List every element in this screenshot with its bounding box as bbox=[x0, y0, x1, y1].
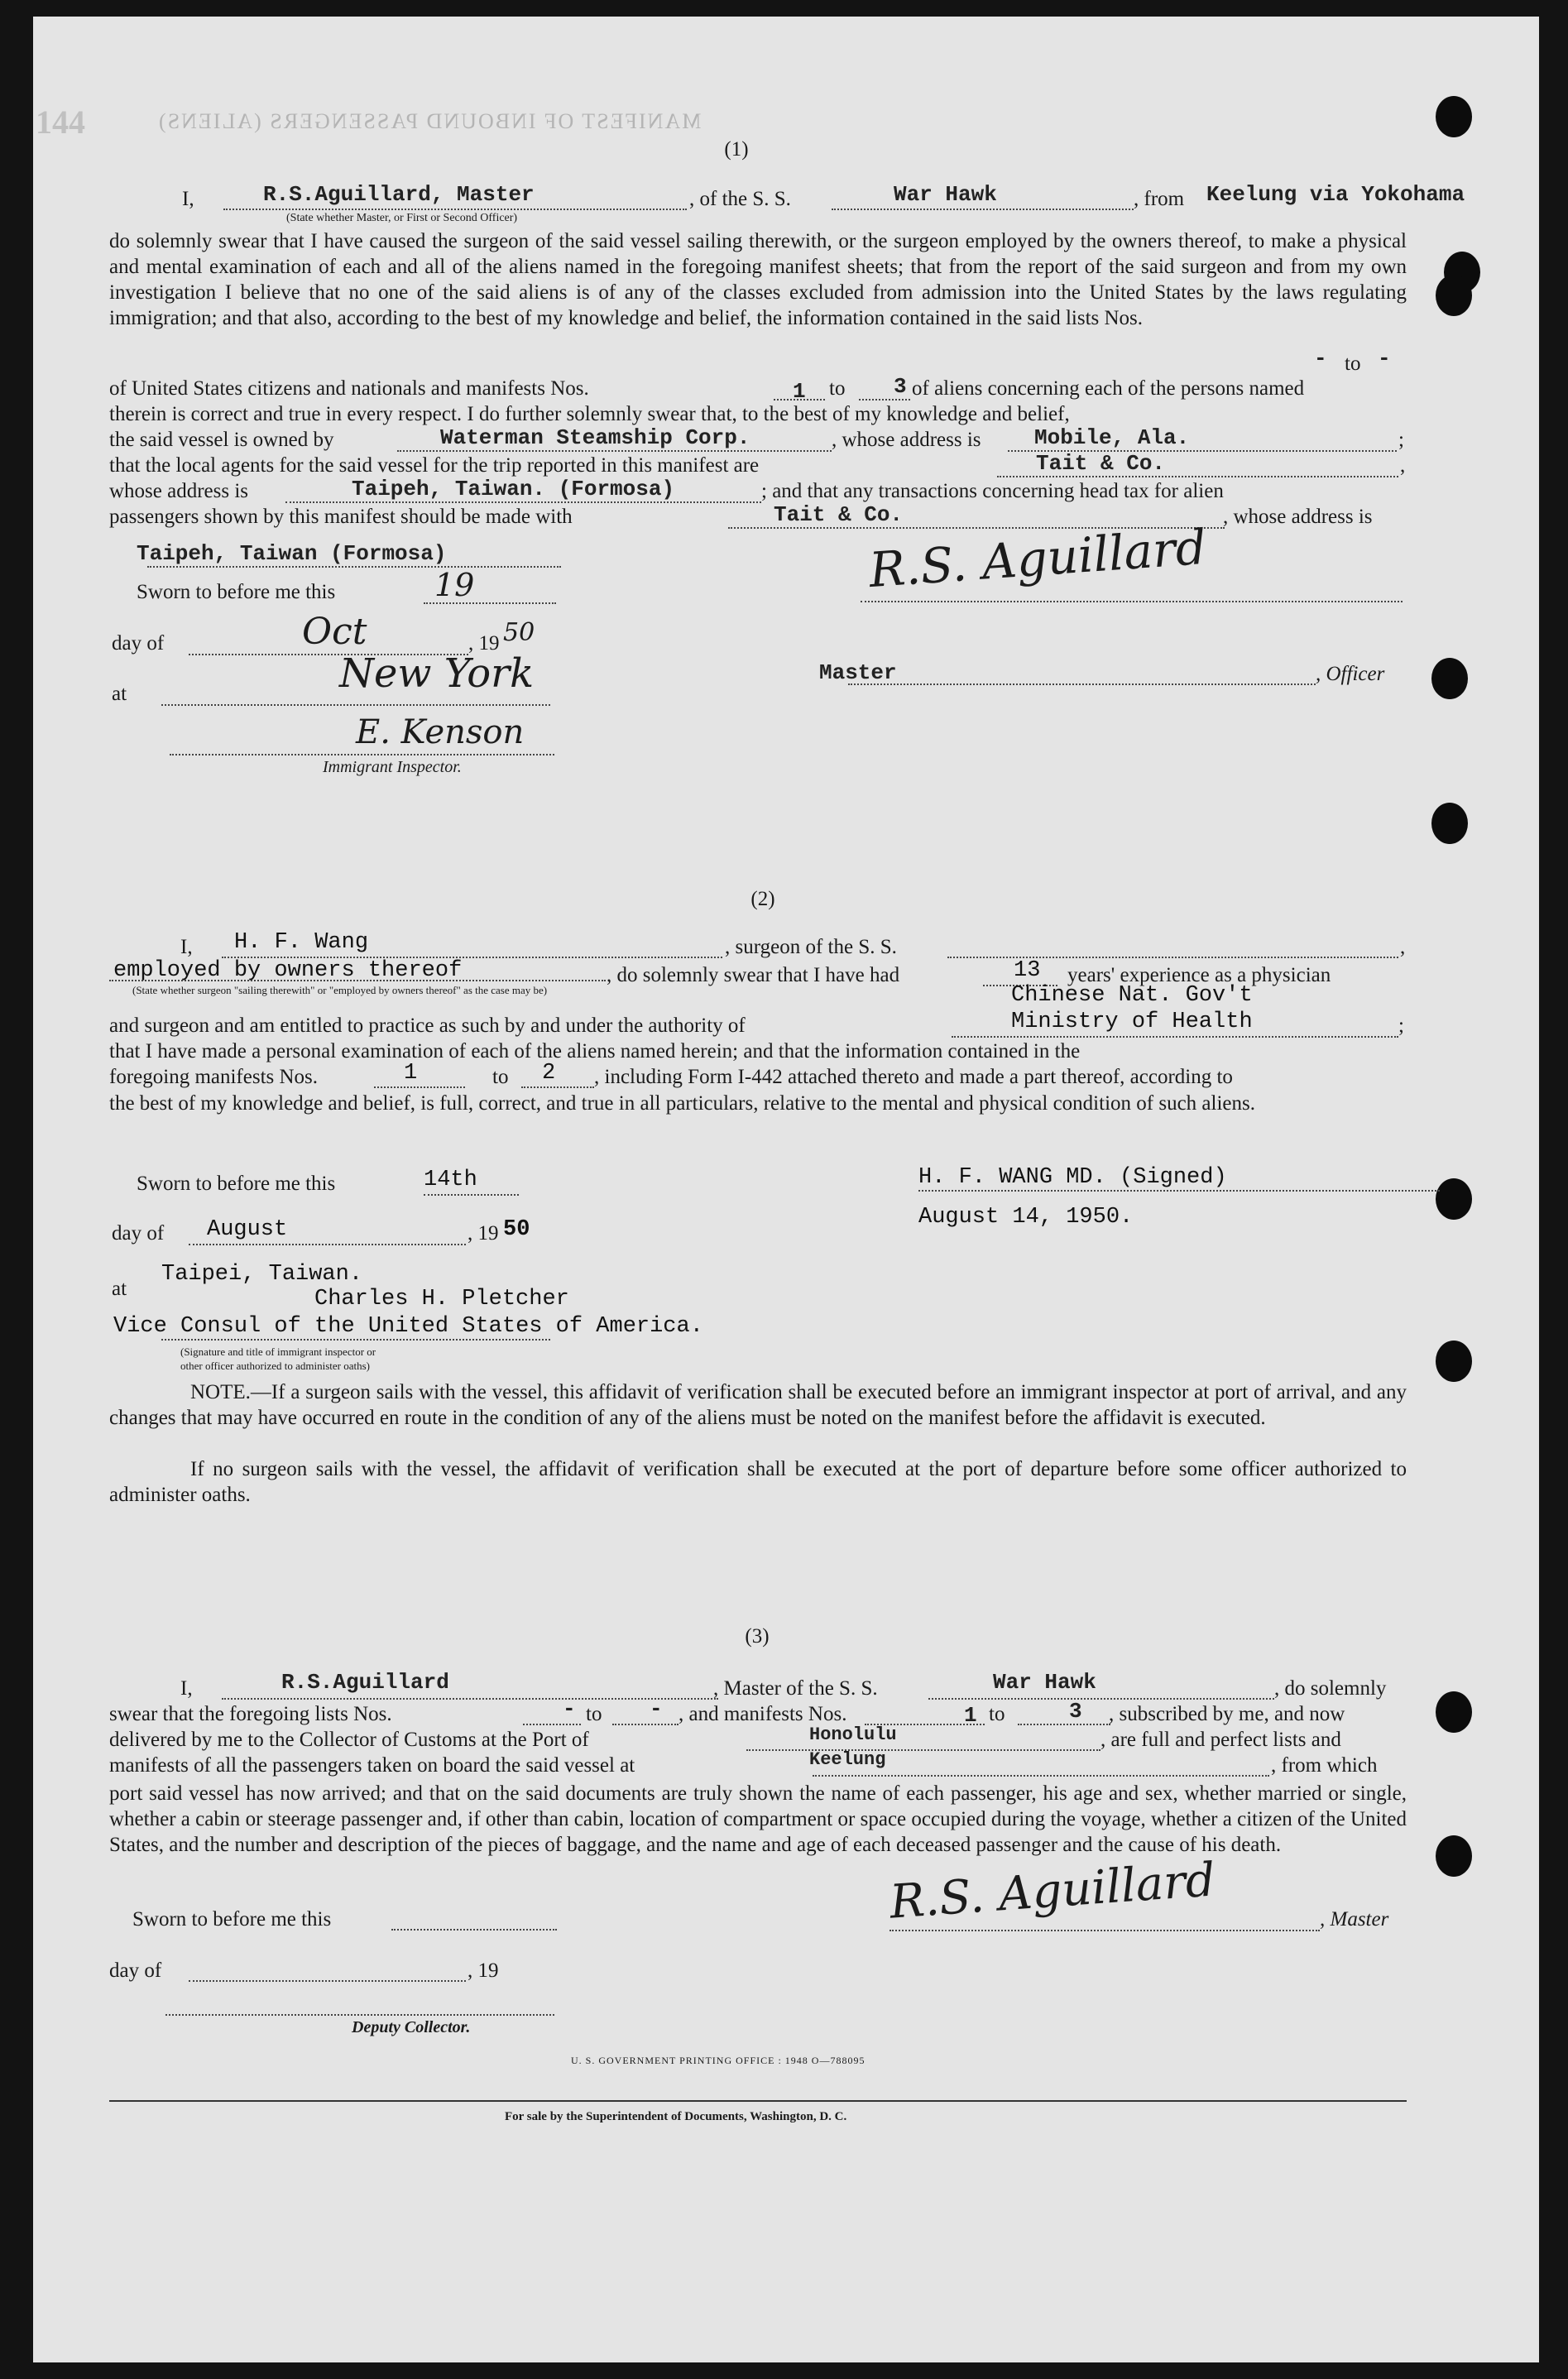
semicolon: ; bbox=[1398, 1014, 1404, 1037]
swear-label: swear that the foregoing lists Nos. bbox=[109, 1703, 392, 1725]
sworn-day-line bbox=[391, 1929, 557, 1931]
master-name: R.S.Aguillard, Master bbox=[263, 182, 535, 207]
exam-text: that I have made a personal examination of each of the aliens named herein; and that the information contained in the bbox=[109, 1040, 1081, 1062]
manifest-from: 1 bbox=[964, 1703, 977, 1728]
month-line bbox=[189, 1244, 466, 1245]
solemnly-label: , do solemnly bbox=[1274, 1677, 1387, 1700]
note-paragraph: NOTE.—If a surgeon sails with the vessel, this affidavit of verification shall be executed before an immigrant inspector at port of arrival, and any changes that may have occurred en route in the condition of any of the aliens must be noted on the manifest before the affidavit is executed. bbox=[109, 1381, 1407, 1429]
to-word: to bbox=[829, 377, 846, 400]
master-name: R.S.Aguillard bbox=[281, 1670, 449, 1695]
whose-address-is: , whose address is bbox=[1223, 506, 1373, 528]
manifest-from-line bbox=[374, 1086, 465, 1088]
inspector-caption: Immigrant Inspector. bbox=[323, 758, 462, 776]
month-line bbox=[189, 1980, 466, 1982]
punch-hole bbox=[1436, 275, 1472, 316]
agents-line bbox=[997, 476, 1398, 477]
from-port: Keelung via Yokohama bbox=[1206, 182, 1465, 207]
year-prefix: , 19 bbox=[468, 1959, 499, 1982]
oath-paragraph: do solemnly swear that I have caused the surgeon of the said vessel sailing therewith, or the surgeon employed by the owners thereof, to make a physical and mental examination of each and all of the aliens named in the foregoing manifest sheets; that from the report of the said surgeon and from my own investigation I believe that no one of the said aliens is of any of the classes excluded from admission into the United States by the laws regulating immigration; and that also, according to the best of my knowledge and belief, the information contained in the said lists Nos. bbox=[109, 230, 1407, 329]
embark-port: Keelung bbox=[809, 1749, 886, 1770]
collector-line bbox=[165, 2014, 554, 2016]
owned-by-label: the said vessel is owned by bbox=[109, 429, 334, 451]
years: 13 bbox=[1014, 958, 1041, 983]
inspector-line bbox=[170, 754, 554, 755]
punch-hole bbox=[1436, 1178, 1472, 1220]
comma: , bbox=[1400, 454, 1406, 477]
punch-hole bbox=[1436, 1341, 1472, 1382]
semicolon: ; bbox=[1398, 429, 1404, 451]
lists-to-line bbox=[612, 1724, 679, 1725]
signed-date: August 14, 1950. bbox=[918, 1205, 1134, 1230]
manifest-to-line bbox=[1018, 1724, 1110, 1725]
consul-caption: other officer authorized to administer oaths) bbox=[180, 1360, 370, 1372]
head-tax-agent: Tait & Co. bbox=[774, 502, 904, 527]
employment-line bbox=[109, 980, 606, 981]
punch-hole bbox=[1436, 96, 1472, 137]
to-word: to bbox=[989, 1703, 1005, 1725]
agents-name: Tait & Co. bbox=[1036, 451, 1166, 476]
to-word: to bbox=[492, 1066, 509, 1088]
master-signature: R.S. Aguillard bbox=[888, 1853, 1217, 1930]
sworn-label: Sworn to before me this bbox=[132, 1908, 332, 1931]
manifests-line-suffix: of aliens concerning each of the persons named bbox=[912, 377, 1305, 400]
head-tax-text: ; and that any transactions concerning head tax for alien bbox=[761, 480, 1224, 502]
year-suffix: 50 bbox=[503, 618, 535, 647]
correct-true-line: therein is correct and true in every respect. I do further solemnly swear that, to the best of my knowledge and belief, bbox=[109, 403, 1070, 425]
whose-address-label: , whose address is bbox=[832, 429, 981, 451]
manifest-to: 3 bbox=[1069, 1699, 1082, 1724]
officer-label: , Officer bbox=[1316, 663, 1385, 685]
authority-line-2: Ministry of Health bbox=[1011, 1010, 1253, 1034]
body-text: port said vessel has now arrived; and that on the said documents are truly shown the name of each passenger, his age and sex, whether married or single, whether a cabin or steerage passenger and, if other than cabin, location of compartment or space occupied during the voyage, whether a citizen of the United States, and the number and description of the pieces of baggage, and the name and age of each deceased passenger and the cause of his death. bbox=[109, 1782, 1407, 1856]
printing-office: U. S. GOVERNMENT PRINTING OFFICE : 1948 O—788095 bbox=[571, 2055, 866, 2066]
owner-address: Mobile, Ala. bbox=[1034, 425, 1190, 450]
head-tax-address-line bbox=[147, 566, 561, 568]
entitled-text: and surgeon and am entitled to practice as such by and under the authority of bbox=[109, 1014, 746, 1037]
swear-text: , do solemnly swear that I have had bbox=[607, 964, 900, 986]
manifest-to: 2 bbox=[542, 1061, 556, 1086]
lists-from: - bbox=[1314, 346, 1327, 371]
master-of-label: , Master of the S. S. bbox=[713, 1677, 878, 1700]
sale-note: For sale by the Superintendent of Documents, Washington, D. C. bbox=[505, 2110, 847, 2123]
master-label: , Master bbox=[1320, 1908, 1389, 1931]
at-label: at bbox=[112, 683, 127, 705]
comma: , bbox=[1400, 936, 1406, 958]
month: Oct bbox=[302, 611, 367, 653]
i-label: I, bbox=[180, 936, 193, 958]
consul-line bbox=[161, 1339, 550, 1341]
consul-title: Vice Consul of the United States of America. bbox=[113, 1314, 703, 1339]
from-label: , from bbox=[1134, 188, 1185, 210]
faint-header: MANIFEST OF INBOUND PASSENGERS (ALIENS) bbox=[157, 109, 702, 133]
punch-hole bbox=[1436, 1691, 1472, 1733]
of-ss-label: , of the S. S. bbox=[689, 188, 791, 210]
form-text: , including Form I-442 attached thereto and made a part thereof, according to bbox=[594, 1066, 1233, 1088]
from-which-label: , from which bbox=[1271, 1754, 1378, 1777]
agents-label: that the local agents for the said vessel for the trip reported in this manifest are bbox=[109, 454, 760, 477]
officer-title: Master bbox=[819, 660, 897, 685]
delivered-label: delivered by me to the Collector of Customs at the Port of bbox=[109, 1729, 589, 1751]
collector-caption: Deputy Collector. bbox=[352, 2018, 471, 2036]
master-name-line bbox=[223, 209, 687, 210]
manifest-from: 1 bbox=[793, 379, 806, 404]
manifest-from: 1 bbox=[404, 1061, 418, 1086]
employment: employed by owners thereof bbox=[113, 958, 463, 983]
section-number: (3) bbox=[745, 1625, 770, 1648]
master-signature: R.S. Aguillard bbox=[867, 518, 1208, 599]
port-name: Honolulu bbox=[809, 1724, 897, 1745]
year-prefix: , 19 bbox=[468, 632, 500, 655]
lists-to: - bbox=[1378, 346, 1391, 371]
place-line bbox=[161, 704, 550, 706]
vessel-name: War Hawk bbox=[993, 1670, 1096, 1695]
i-label: I, bbox=[180, 1677, 193, 1700]
lists-from: - bbox=[563, 1696, 576, 1721]
punch-hole bbox=[1431, 658, 1468, 699]
experience-text: years' experience as a physician bbox=[1067, 964, 1331, 986]
port-line bbox=[746, 1749, 1100, 1751]
note-paragraph: If no surgeon sails with the vessel, the affidavit of verification shall be executed at the port of departure before some officer authorized to administer oaths. bbox=[109, 1458, 1407, 1506]
embark-line bbox=[813, 1775, 1269, 1777]
year-suffix: 50 bbox=[503, 1217, 530, 1242]
i-label: I, bbox=[182, 188, 194, 210]
and-manifests-label: , and manifests Nos. bbox=[679, 1703, 847, 1725]
at-label: at bbox=[112, 1278, 127, 1300]
day-of-label: day of bbox=[109, 1959, 162, 1982]
manifest-to-line bbox=[859, 399, 910, 400]
officer-line bbox=[848, 683, 1316, 685]
authority-line bbox=[952, 1036, 1398, 1038]
manifest-to-line bbox=[521, 1086, 594, 1088]
day-of-label: day of bbox=[112, 1222, 165, 1245]
manifests-label: manifests of all the passengers taken on board the said vessel at bbox=[109, 1754, 635, 1777]
employment-caption: (State whether surgeon "sailing therewith" or "employed by owners thereof" as the case may be) bbox=[132, 984, 548, 996]
agents-address-label: whose address is bbox=[109, 480, 249, 502]
vessel-line bbox=[928, 1698, 1274, 1700]
place: New York bbox=[339, 650, 535, 697]
full-perfect-label: , are full and perfect lists and bbox=[1100, 1729, 1341, 1751]
lists-to: - bbox=[650, 1696, 663, 1721]
sworn-day-line bbox=[424, 1194, 519, 1196]
manifest-page bbox=[33, 17, 1539, 2362]
place: Taipei, Taiwan. bbox=[161, 1262, 363, 1287]
punch-hole bbox=[1436, 1835, 1472, 1877]
signed-line: H. F. WANG MD. (Signed) bbox=[918, 1165, 1227, 1190]
sworn-day: 19 bbox=[434, 567, 475, 603]
to-word: to bbox=[1345, 353, 1361, 375]
owner-name: Waterman Steamship Corp. bbox=[440, 425, 750, 450]
sworn-label: Sworn to before me this bbox=[137, 1173, 336, 1195]
inspector-signature: E. Kenson bbox=[356, 713, 525, 751]
vessel-name: War Hawk bbox=[894, 182, 997, 207]
section-number: (2) bbox=[750, 888, 775, 910]
authority-line-1: Chinese Nat. Gov't bbox=[1011, 983, 1253, 1008]
head-tax-address: Taipeh, Taiwan (Formosa) bbox=[137, 541, 447, 566]
month: August bbox=[207, 1217, 288, 1242]
signed-underline bbox=[918, 1190, 1440, 1192]
consul-name: Charles H. Pletcher bbox=[314, 1287, 569, 1312]
sworn-label: Sworn to before me this bbox=[137, 581, 336, 603]
closing-text: the best of my knowledge and belief, is full, correct, and true in all particulars, relative to the mental and physical condition of such aliens. bbox=[109, 1092, 1255, 1115]
section-number: (1) bbox=[724, 138, 749, 161]
master-caption: (State whether Master, or First or Second Officer) bbox=[286, 212, 518, 224]
corner-mark: 144 bbox=[36, 103, 85, 141]
footer-rule bbox=[109, 2100, 1407, 2102]
foregoing-label: foregoing manifests Nos. bbox=[109, 1066, 319, 1088]
master-signature-line bbox=[861, 601, 1403, 602]
lists-from-line bbox=[523, 1724, 581, 1725]
sworn-day: 14th bbox=[424, 1168, 477, 1192]
consul-caption: (Signature and title of immigrant inspector or bbox=[180, 1345, 376, 1358]
passengers-label: passengers shown by this manifest should be made with bbox=[109, 506, 573, 528]
vessel-line bbox=[832, 209, 1134, 210]
manifest-to: 3 bbox=[894, 374, 907, 399]
agents-address-line bbox=[285, 501, 761, 503]
subscribed-label: , subscribed by me, and now bbox=[1109, 1703, 1345, 1725]
agents-address: Taipeh, Taiwan. (Formosa) bbox=[352, 477, 675, 501]
year-prefix: , 19 bbox=[468, 1222, 499, 1245]
to-word: to bbox=[586, 1703, 602, 1725]
surgeon-of-label: , surgeon of the S. S. bbox=[725, 936, 897, 958]
surgeon-name: H. F. Wang bbox=[234, 930, 369, 955]
day-of-label: day of bbox=[112, 632, 165, 655]
master-signature-line bbox=[889, 1930, 1320, 1931]
punch-hole bbox=[1431, 803, 1468, 844]
manifests-line-prefix: of United States citizens and nationals and manifests Nos. bbox=[109, 377, 589, 400]
master-name-line bbox=[222, 1698, 718, 1700]
owner-line bbox=[397, 450, 832, 452]
